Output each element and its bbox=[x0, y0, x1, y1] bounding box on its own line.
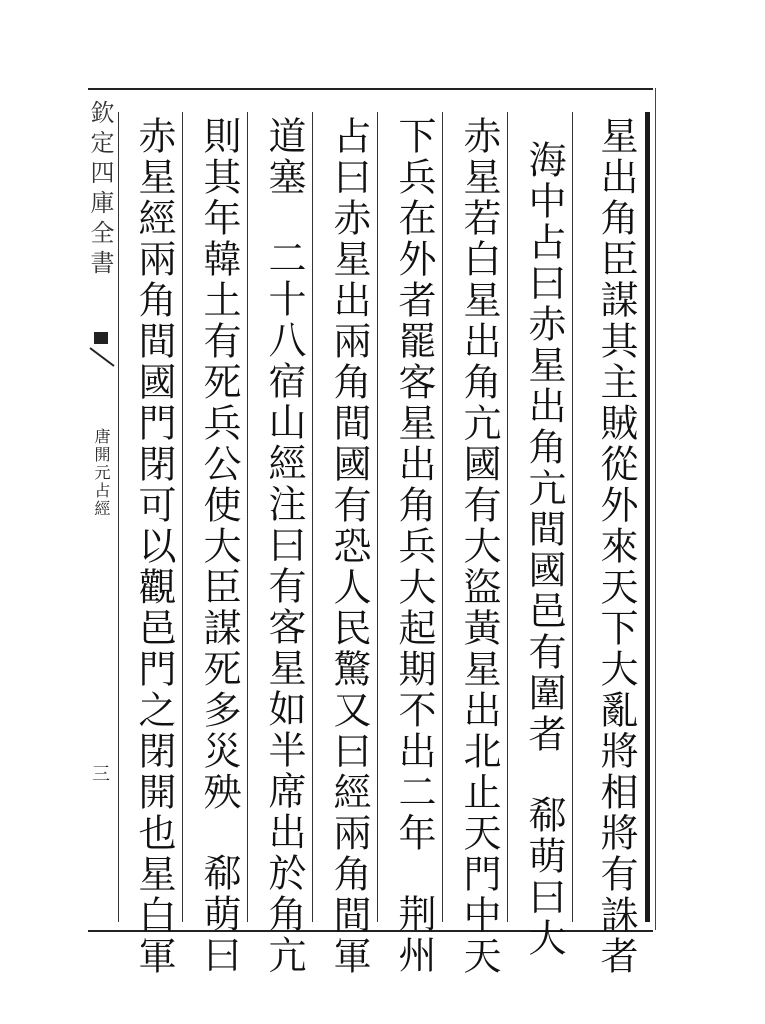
column-text-citation: 荆州 bbox=[392, 894, 436, 976]
column-text: 星出角臣謀其主賊從外來天下大亂將相將有誅者 bbox=[594, 116, 638, 977]
column-divider bbox=[182, 112, 183, 922]
column-text: 海中占曰赤星出角亢間國邑有圍者 bbox=[522, 140, 566, 755]
column-divider bbox=[507, 112, 508, 922]
margin-page-number: 三 bbox=[92, 764, 110, 785]
column-divider bbox=[312, 112, 313, 922]
text-column-6 bbox=[256, 116, 312, 976]
frame-right-heavy-rule bbox=[645, 112, 650, 922]
column-text-citation: 郗萌曰大 bbox=[522, 795, 566, 959]
text-column-3 bbox=[451, 116, 507, 977]
frame-top-rule bbox=[88, 88, 653, 90]
frame-right-thin-rule bbox=[655, 88, 656, 930]
column-divider bbox=[377, 112, 378, 922]
column-divider bbox=[118, 112, 119, 922]
column-text: 下兵在外者罷客星出角兵大起期不出二年 bbox=[392, 116, 436, 854]
column-text: 則其年韓土有死兵公使大臣謀死多災殃 bbox=[197, 116, 241, 813]
margin-book-title: 欽定四庫全書 bbox=[86, 100, 114, 280]
column-text: 道塞 bbox=[262, 116, 306, 198]
column-text: 占曰赤星出兩角間國有恐人民驚又曰經兩角間軍 bbox=[327, 116, 371, 977]
margin-chapter-title: 唐開元占經 bbox=[92, 428, 111, 518]
column-divider bbox=[442, 112, 443, 922]
text-column-1 bbox=[588, 116, 644, 977]
text-column-8 bbox=[126, 116, 182, 977]
text-column-4 bbox=[386, 116, 442, 976]
column-text-citation: 二十八宿山經注曰有客星如半席出於角亢 bbox=[262, 238, 306, 976]
column-text: 赤星經兩角間國門閉可以觀邑門之閉開也星白軍 bbox=[132, 116, 176, 977]
column-text-citation: 郗萌曰 bbox=[197, 853, 241, 976]
text-column-5 bbox=[321, 116, 377, 977]
text-column-7 bbox=[191, 116, 247, 976]
text-column-2 bbox=[516, 116, 572, 959]
column-divider bbox=[247, 112, 248, 922]
column-divider bbox=[572, 112, 573, 922]
column-text: 赤星若白星出角亢國有大盜黃星出北止天門中天 bbox=[457, 116, 501, 977]
fold-mark-icon bbox=[88, 330, 118, 370]
